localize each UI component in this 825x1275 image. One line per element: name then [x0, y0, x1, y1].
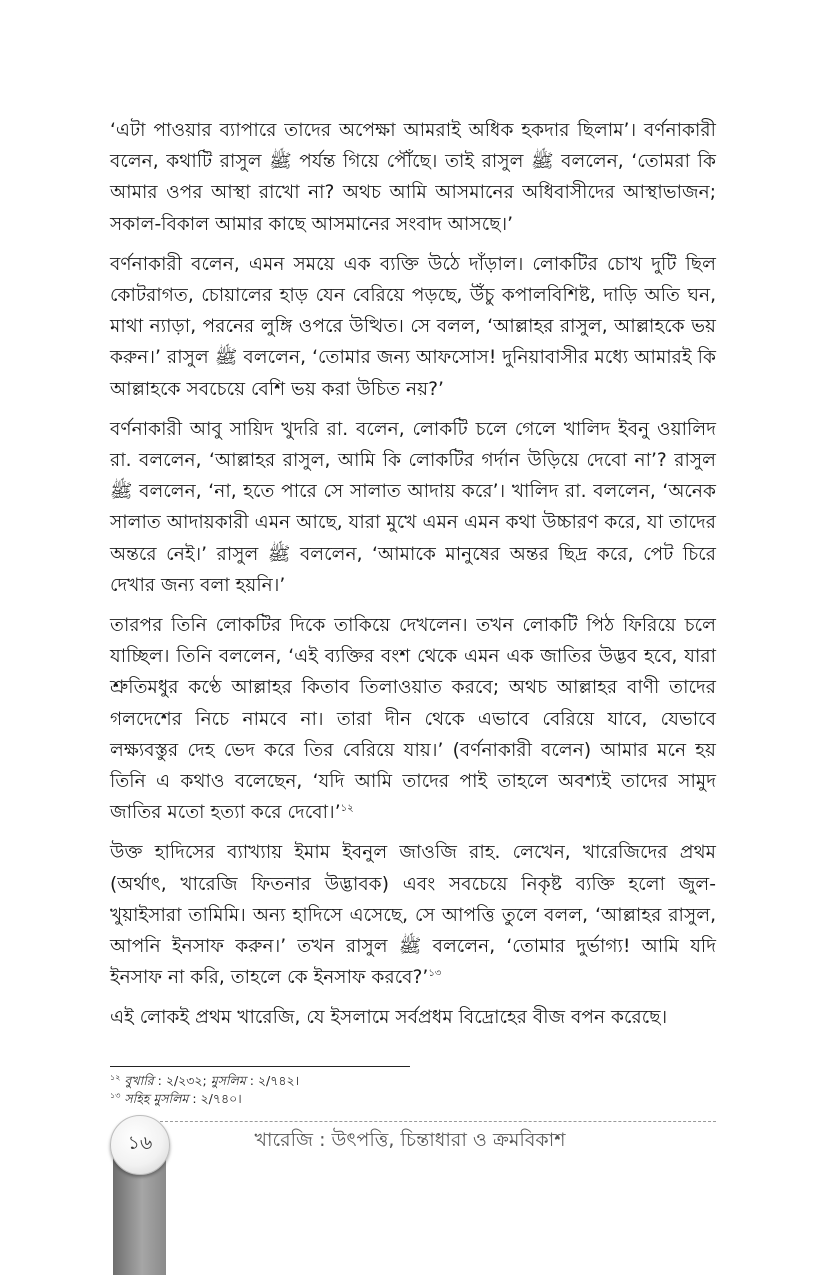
paragraph-4 — [110, 610, 716, 828]
footnote-reference-2: : ২/৭৪২। — [245, 1073, 300, 1088]
running-title: খারেজি : উৎপত্তি, চিন্তাধারা ও ক্রমবিকাশ — [254, 1129, 566, 1151]
footnote-divider — [110, 1066, 410, 1067]
page-number-badge — [110, 1115, 170, 1175]
footnote-12 — [110, 1072, 716, 1090]
footnote-ref-13[interactable]: ১৩ — [428, 968, 442, 980]
footnotes — [110, 1072, 716, 1108]
footnote-number: ১৩ — [110, 1090, 121, 1100]
footnote-ref-12[interactable]: ১২ — [340, 803, 354, 815]
page-body — [110, 115, 716, 1043]
footnote-reference: : ২/২৩২; — [153, 1073, 211, 1088]
paragraph-4-text: তারপর তিনি লোকটির দিকে তাকিয়ে দেখলেন। তখন লোকটি পিঠ ফিরিয়ে চলে যাচ্ছিল। তিনি বললেন, ‘এই ব্যক্তির বংশ থেকে এমন এক জাতির উদ্ভব হবে, যারা শ্রুতিমধুর কণ্ঠে আল্লাহর কিতাব তিলাওয়াত করবে; অথচ আল্লাহর বাণী তাদের গলদেশের নিচে নামবে না। তারা দীন থেকে এভাবে বেরিয়ে যাবে, যেভাবে লক্ষ্যবস্তুর দেহ ভেদ করে তির বেরিয়ে যায়।’ (বর্ণনাকারী বলেন) আমার মনে হয় তিনি এ কথাও বলেছেন, ‘যদি আমি তাদের পাই তাহলে অবশ্যই তাদের সামুদ জাতির মতো হত্যা করে দেবো।’ — [110, 615, 716, 824]
footnote-source: সহিহ মুসলিম — [124, 1091, 189, 1106]
footer-dashed-divider — [160, 1121, 716, 1122]
footnote-source-2: মুসলিম — [210, 1073, 246, 1088]
paragraph-3: বর্ণনাকারী আবু সায়িদ খুদরি রা. বলেন, লোকটি চলে গেলে খালিদ ইবনু ওয়ালিদ রা. বললেন, ‘আল্লাহর রাসুল, আমি কি লোকটির গর্দান উড়িয়ে দেবো না’? রাসুল ﷺ বললেন, ‘না, হতে পারে সে সালাত আদায় করে’। খালিদ রা. বললেন, ‘অনেক সালাত আদায়কারী এমন আছে, যারা মুখে এমন এমন কথা উচ্চারণ করে, যা তাদের অন্তরে নেই।’ রাসুল ﷺ বললেন, ‘আমাকে মানুষের অন্তর ছিদ্র করে, পেট চিরে দেখার জন্য বলা হয়নি।’ — [110, 418, 716, 596]
footnote-reference: : ২/৭৪০। — [188, 1091, 242, 1106]
paragraph-5-text: উক্ত হাদিসের ব্যাখ্যায় ইমাম ইবনুল জাওজি রাহ. লেখেন, খারেজিদের প্রথম (অর্থাৎ, খারেজি ফিতনার উদ্ভাবক) এবং সবচেয়ে নিকৃষ্ট ব্যক্তি হলো জুল-খুয়াইসারা তামিমি। অন্য হাদিসে এসেছে, সে আপত্তি তুলে বলল, ‘আল্লাহর রাসুল, আপনি ইনসাফ করুন।’ তখন রাসুল ﷺ বললেন, ‘তোমার দুর্ভাগ্য! আমি যদি ইনসাফ না করি, তাহলে কে ইনসাফ করবে?’ — [110, 842, 716, 989]
footnote-13 — [110, 1090, 716, 1108]
paragraph-6: এই লোকই প্রথম খারেজি, যে ইসলামে সর্বপ্রধম বিদ্রোহের বীজ বপন করেছে। — [110, 1007, 668, 1029]
page-number: ১৬ — [127, 1132, 153, 1154]
paragraph-2: বর্ণনাকারী বলেন, এমন সময়ে এক ব্যক্তি উঠে দাঁড়াল। লোকটির চোখ দুটি ছিল কোটরাগত, চোয়ালের হাড় যেন বেরিয়ে পড়ছে, উঁচু কপালবিশিষ্ট, দাড়ি অতি ঘন, মাথা ন্যাড়া, পরনের লুঙ্গি ওপরে উত্থিত। সে বলল, ‘আল্লাহর রাসুল, আল্লাহকে ভয় করুন।’ রাসুল ﷺ বললেন, ‘তোমার জন্য আফসোস! দুনিয়াবাসীর মধ্যে আমারই কি আল্লাহকে সবচেয়ে বেশি ভয় করা উচিত নয়?’ — [110, 253, 716, 400]
footnote-source: বুখারি — [124, 1073, 154, 1088]
paragraph-5 — [110, 837, 716, 993]
footnote-number: ১২ — [110, 1072, 121, 1082]
paragraph-1: ‘এটা পাওয়ার ব্যাপারে তাদের অপেক্ষা আমরাই অধিক হকদার ছিলাম’। বর্ণনাকারী বলেন, কথাটি রাসুল ﷺ পর্যন্ত গিয়ে পৌঁছে। তাই রাসুল ﷺ বললেন, ‘তোমরা কি আমার ওপর আস্থা রাখো না? অথচ আমি আসমানের অধিবাসীদের আস্থাভাজন; সকাল-বিকাল আমার কাছে আসমানের সংবাদ আসছে।’ — [110, 120, 716, 235]
